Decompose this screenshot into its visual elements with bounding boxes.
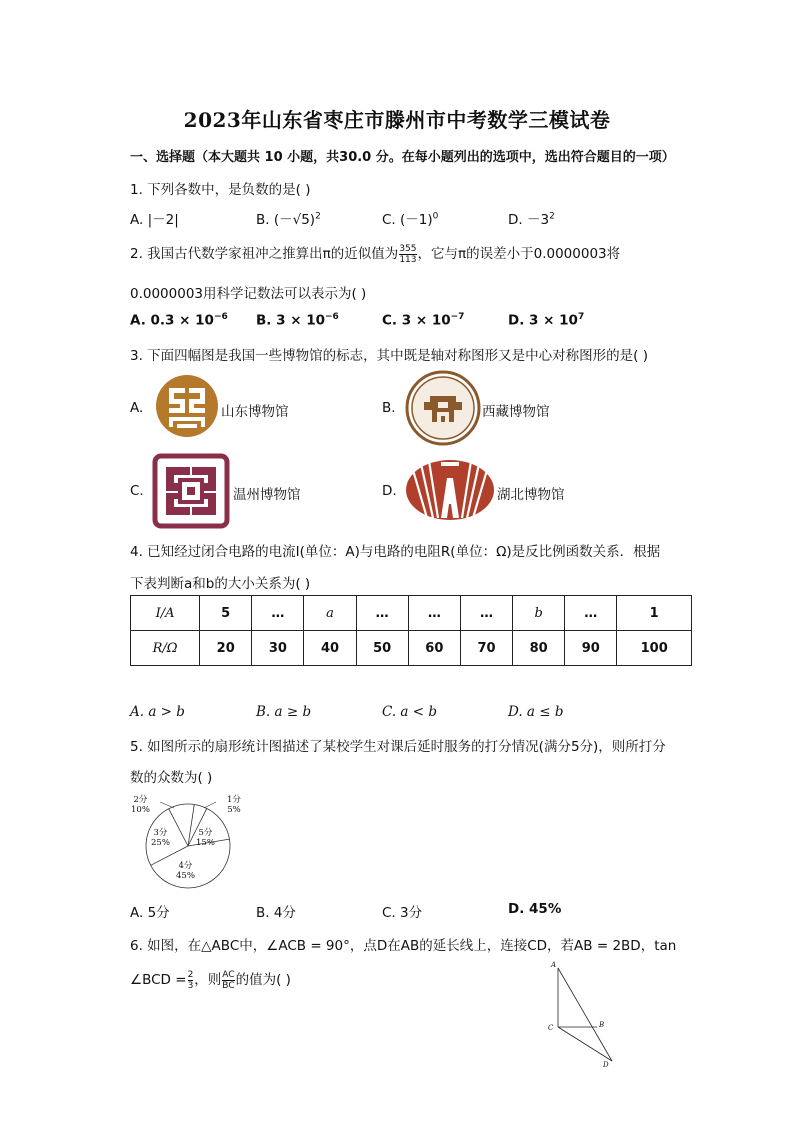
table-cell: R/Ω — [131, 631, 200, 666]
q5-option-d[interactable]: D. 45% — [508, 901, 562, 917]
q2-option-b-text: B. 3 × 10 — [256, 312, 326, 329]
table-cell: … — [408, 596, 460, 631]
q2-option-c-text: C. 3 × 10 — [382, 312, 451, 329]
q2-option-c-exp: −7 — [450, 312, 465, 322]
q2-option-d-text: D. 3 × 10 — [508, 312, 578, 329]
q6-label-b: B — [599, 1021, 605, 1029]
table-cell: 40 — [304, 631, 356, 666]
table-cell: … — [460, 596, 512, 631]
q5-stem-line2: 数的众数为( ) — [130, 770, 213, 786]
wenzhou-museum-logo — [152, 453, 230, 529]
q3-option-c-label: 温州博物馆 — [233, 487, 301, 503]
q3-option-d-label: 湖北博物馆 — [497, 487, 565, 503]
table-cell: 100 — [617, 631, 692, 666]
table-cell: I/A — [131, 596, 200, 631]
q2-stem-line1 — [130, 242, 620, 265]
section-heading: 一、选择题（本大题共 10 小题，共30.0 分。在每小题列出的选项中，选出符合题目的一项） — [130, 150, 675, 165]
table-cell: 80 — [513, 631, 565, 666]
q3-option-c-letter[interactable]: C. — [130, 483, 144, 499]
q5-stem-line1: 5. 如图所示的扇形统计图描述了某校学生对课后延时服务的打分情况(满分5分)，则所打分 — [130, 739, 666, 755]
q5-option-c[interactable]: C. 3分 — [382, 905, 423, 921]
q1-option-a[interactable]: A. |－2| — [130, 212, 179, 228]
q6-stem-mid: ，则 — [194, 972, 222, 988]
hubei-museum-logo — [405, 456, 495, 520]
pie-label-5-name: 5分 — [198, 828, 213, 838]
q6-stem-post: 的值为( ) — [235, 972, 291, 988]
table-row — [131, 631, 692, 666]
pie-label-4 — [176, 861, 195, 881]
pie-label-1 — [227, 795, 241, 815]
q1-option-c-text: C. (－1) — [382, 212, 433, 228]
q6-stem-line2 — [130, 968, 291, 991]
q1-option-d-exp: 2 — [549, 211, 555, 222]
q2-option-a[interactable] — [130, 312, 228, 329]
q3-stem: 3. 下面四幅图是我国一些博物馆的标志，其中既是轴对称图形又是中心对称图形的是( ) — [130, 348, 648, 364]
q6-fraction-tan-den: 3 — [187, 980, 194, 991]
q2-stem-line2: 0.0000003用科学记数法可以表示为( ) — [130, 286, 367, 302]
table-cell: 90 — [565, 631, 617, 666]
q2-option-d-exp: 7 — [577, 312, 585, 322]
table-row — [131, 596, 692, 631]
q1-stem: 1. 下列各数中，是负数的是( ) — [130, 182, 311, 198]
xizang-museum-logo — [404, 370, 482, 446]
q1-option-b-exp: 2 — [315, 211, 321, 222]
table-cell: 5 — [200, 596, 252, 631]
q6-stem-line1: 6. 如图，在△ABC中，∠ACB = 90°，点D在AB的延长线上，连接CD，若AB = 2BD，tan — [130, 938, 677, 954]
pie-label-3-pct: 25% — [151, 838, 170, 848]
q2-fraction-num: 355 — [399, 243, 417, 254]
q2-stem-post: ，它与π的误差小于0.0000003将 — [417, 246, 621, 262]
q1-option-b-text: B. (－√5) — [256, 212, 316, 228]
q1-option-c-exp: 0 — [432, 211, 439, 222]
q4-stem-line2: 下表判断a和b的大小关系为( ) — [130, 576, 311, 592]
q6-fraction-tan — [188, 970, 194, 991]
page-title: 2023年山东省枣庄市滕州市中考数学三模试卷 — [183, 108, 611, 132]
q3-option-d-letter[interactable]: D. — [382, 483, 397, 499]
table-cell: 20 — [200, 631, 252, 666]
q2-fraction — [399, 244, 416, 265]
q2-fraction-den: 113 — [399, 254, 417, 265]
q6-label-c: C — [548, 1024, 554, 1032]
q2-stem-pre: 2. 我国古代数学家祖冲之推算出π的近似值为 — [130, 246, 399, 262]
q2-option-b-exp: −6 — [325, 312, 339, 322]
q2-option-c[interactable] — [382, 312, 464, 329]
pie-label-3-name: 3分 — [153, 828, 168, 838]
q6-label-a: A — [551, 961, 557, 969]
q4-table — [130, 595, 692, 666]
q2-option-d[interactable] — [508, 312, 584, 329]
q1-option-b[interactable] — [256, 208, 321, 228]
shandong-museum-logo — [155, 374, 219, 438]
q6-fraction-ratio — [222, 970, 234, 991]
table-cell: a — [304, 596, 356, 631]
q3-option-b-letter[interactable]: B. — [382, 400, 396, 416]
pie-label-3 — [151, 828, 170, 848]
q4-option-b[interactable]: B. a ≥ b — [256, 704, 312, 720]
q2-option-a-exp: −6 — [213, 312, 228, 322]
q1-option-c[interactable] — [382, 208, 438, 228]
q6-fraction-ratio-num: AC — [222, 969, 235, 980]
q1-option-d-text: D. －3 — [508, 212, 550, 228]
q5-option-b[interactable]: B. 4分 — [256, 905, 296, 921]
table-cell: … — [252, 596, 304, 631]
q6-label-d: D — [603, 1061, 609, 1069]
table-cell: b — [513, 596, 565, 631]
q2-option-a-text: A. 0.3 × 10 — [130, 312, 214, 329]
q3-option-a-label: 山东博物馆 — [221, 404, 289, 420]
pie-label-2-pct: 10% — [131, 805, 150, 815]
pie-label-1-name: 1分 — [227, 795, 241, 805]
q4-option-d[interactable]: D. a ≤ b — [508, 704, 564, 720]
q4-stem-line1: 4. 已知经过闭合电路的电流I(单位：A)与电路的电阻R(单位：Ω)是反比例函数关系．根据 — [130, 544, 661, 560]
table-cell: 1 — [617, 596, 692, 631]
q4-option-a[interactable]: A. a > b — [130, 704, 185, 720]
table-cell: 60 — [408, 631, 460, 666]
table-cell: … — [565, 596, 617, 631]
pie-label-4-name: 4分 — [178, 861, 193, 871]
q4-option-c[interactable]: C. a < b — [382, 704, 438, 720]
pie-label-2-name: 2分 — [133, 795, 148, 805]
table-cell: 30 — [252, 631, 304, 666]
q3-option-b-label: 西藏博物馆 — [482, 404, 550, 420]
q1-option-d[interactable] — [508, 208, 555, 228]
pie-label-5 — [196, 828, 215, 848]
table-cell: … — [356, 596, 408, 631]
pie-label-4-pct: 45% — [176, 871, 195, 881]
table-cell: 50 — [356, 631, 408, 666]
q6-stem-pre: ∠BCD = — [130, 972, 187, 988]
q6-triangle-diagram — [540, 958, 630, 1073]
pie-label-1-pct: 5% — [227, 805, 241, 815]
q6-fraction-tan-num: 2 — [187, 969, 194, 980]
q5-option-a[interactable]: A. 5分 — [130, 905, 170, 921]
q3-option-a-letter[interactable]: A. — [130, 400, 144, 416]
table-cell: 70 — [460, 631, 512, 666]
q6-fraction-ratio-den: BC — [222, 980, 235, 991]
q2-option-b[interactable] — [256, 312, 339, 329]
pie-label-2 — [131, 795, 150, 815]
pie-label-5-pct: 15% — [196, 838, 215, 848]
